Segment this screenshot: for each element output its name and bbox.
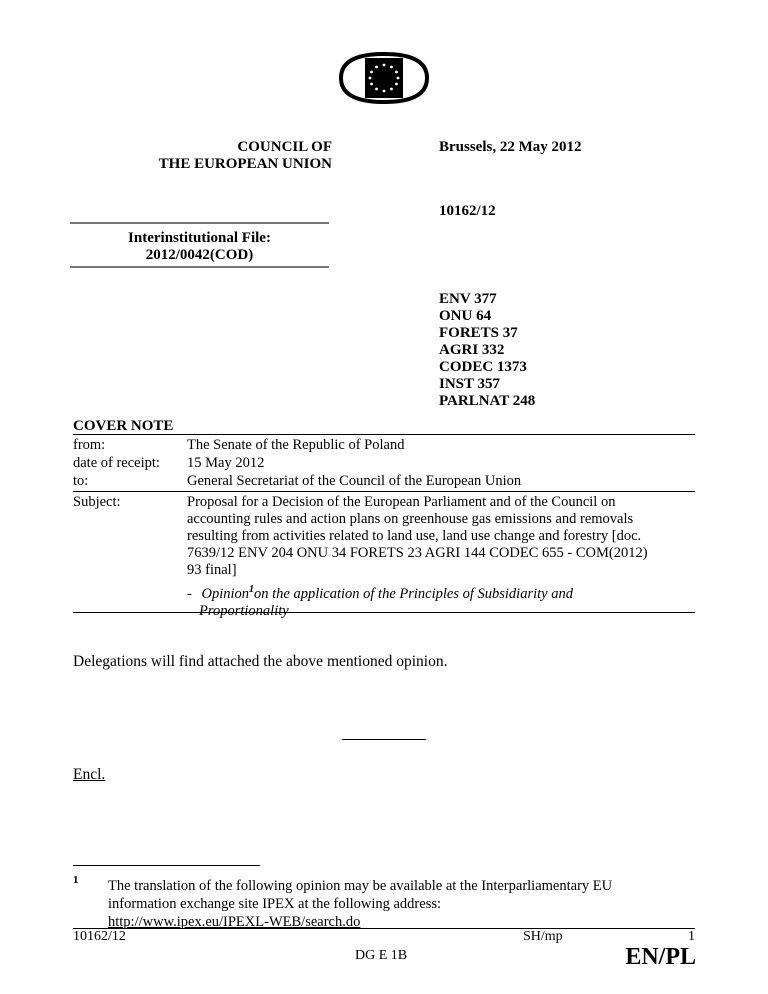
code-item: ONU 64 <box>439 308 492 324</box>
council-name <box>120 139 332 173</box>
from-label: from: <box>73 437 106 453</box>
footer-rule <box>73 928 695 929</box>
interinstitutional-value: 2012/0042(COD) <box>145 247 254 263</box>
footer-page-number: 1 <box>688 929 695 944</box>
to-value: General Secretariat of the Council of the European Union <box>187 473 522 489</box>
footnote-line2: information exchange site IPEX at the following address: <box>108 896 442 912</box>
footer-initials: SH/mp <box>523 929 563 944</box>
code-item: CODEC 1373 <box>439 359 527 375</box>
eu-council-emblem <box>335 50 433 106</box>
receipt-label: date of receipt: <box>73 455 160 471</box>
opinion-line <box>187 581 695 603</box>
subject-text <box>187 494 695 620</box>
classification-codes <box>439 291 535 410</box>
ipex-link[interactable]: http://www.ipex.eu/IPEXL-WEB/search.do <box>108 914 361 930</box>
code-item: INST 357 <box>439 376 500 392</box>
interinstitutional-bottom-rule <box>70 266 329 268</box>
interinstitutional-file <box>70 230 329 264</box>
code-item: AGRI 332 <box>439 342 505 358</box>
opinion-line2: Proportionality <box>199 602 289 619</box>
code-item: ENV 377 <box>439 291 497 307</box>
footnote-reference: 1 <box>249 584 254 595</box>
opinion-word: Opinion <box>201 585 249 602</box>
footer-doc-number: 10162/12 <box>73 929 126 944</box>
subject-line: accounting rules and action plans on greenhouse gas emissions and removals <box>187 511 634 527</box>
cover-note-top-rule <box>73 434 695 435</box>
document-date: Brussels, 22 May 2012 <box>439 139 582 155</box>
code-item: PARLNAT 248 <box>439 393 536 409</box>
body-text: Delegations will find attached the above mentioned opinion. <box>73 653 448 670</box>
subject-label: Subject: <box>73 494 121 510</box>
council-name-line1: COUNCIL OF <box>237 139 332 155</box>
document-number: 10162/12 <box>439 203 496 219</box>
subject-line: resulting from activities related to land use, land use change and forestry [doc. <box>187 528 642 544</box>
separator-line <box>342 739 426 740</box>
cover-note-bottom-rule <box>73 612 695 613</box>
receipt-value: 15 May 2012 <box>187 455 265 471</box>
opinion-rest: on the application of the Principles of Subsidiarity and <box>254 585 573 602</box>
footnote-marker: 1 <box>73 874 79 886</box>
footnote-line1: The translation of the following opinion may be available at the Interparliamentary EU <box>108 878 613 894</box>
footer-directorate: DG E 1B <box>355 948 408 963</box>
subject-line: 7639/12 ENV 204 ONU 34 FORETS 23 AGRI 144 CODEC 655 - COM(2012) <box>187 545 648 561</box>
footer-language: EN/PL <box>625 944 696 970</box>
enclosure-label: Encl. <box>73 766 106 783</box>
from-value: The Senate of the Republic of Poland <box>187 437 405 453</box>
footnote-rule <box>73 865 260 866</box>
subject-line: 93 final] <box>187 562 237 578</box>
cover-note-title: COVER NOTE <box>73 418 174 434</box>
council-name-line2: THE EUROPEAN UNION <box>158 156 332 172</box>
to-label: to: <box>73 473 89 489</box>
code-item: FORETS 37 <box>439 325 518 341</box>
subject-line: Proposal for a Decision of the European Parliament and of the Council on <box>187 494 616 510</box>
interinstitutional-label: Interinstitutional File: <box>128 230 271 246</box>
opinion-dash: - <box>187 585 192 602</box>
to-rule <box>73 491 695 492</box>
interinstitutional-top-rule <box>70 222 329 224</box>
footnote-text <box>108 877 698 931</box>
